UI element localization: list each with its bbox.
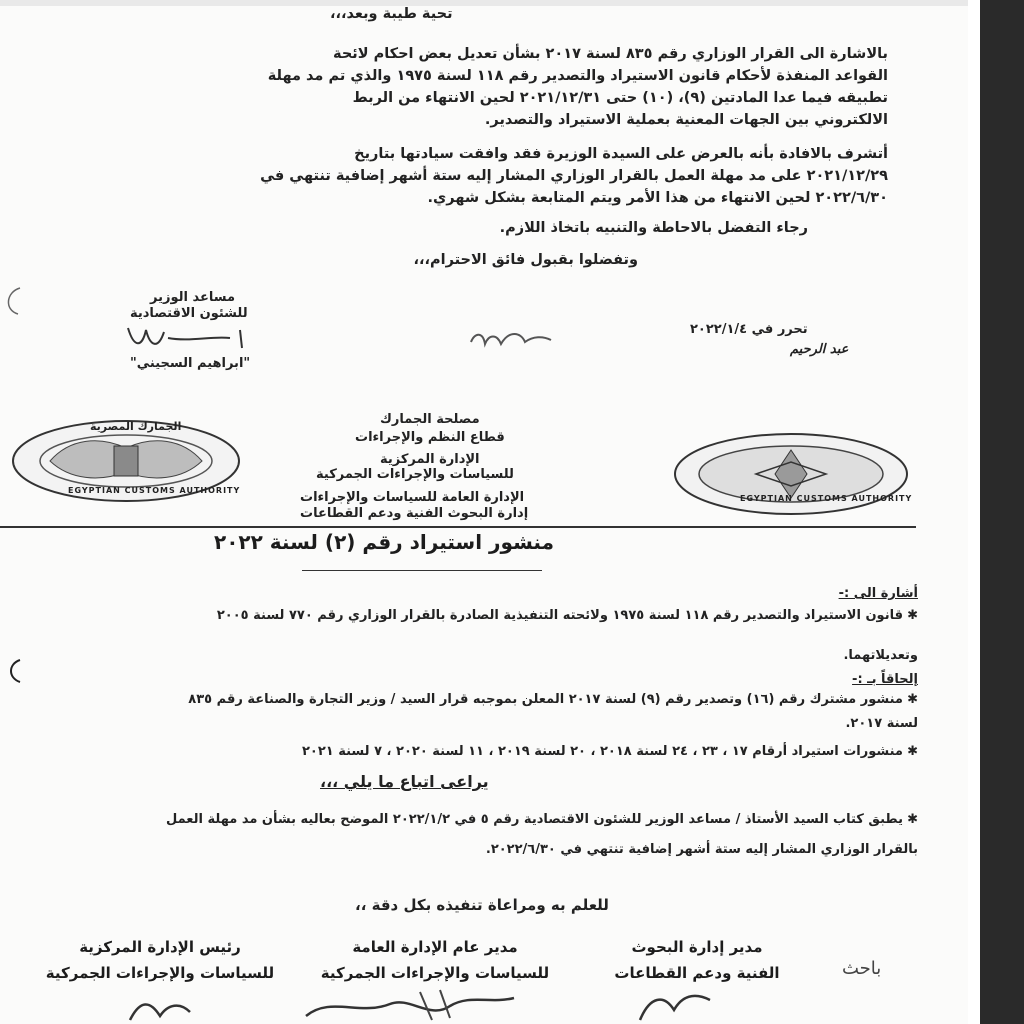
reference-item-1 — [217, 608, 918, 623]
received-name: عبد الرحيم — [790, 342, 849, 357]
researcher-label: باحث — [842, 958, 882, 979]
assistant-title: مساعد الوزير — [150, 290, 236, 305]
assistant-signature — [120, 318, 260, 358]
right-dark-border — [980, 0, 1024, 1024]
attach-item-2 — [302, 744, 918, 759]
assistant-name: "ابراهيم السجيني" — [130, 356, 251, 371]
attach-item-1-cont: لسنة ٢٠١٧. — [845, 716, 918, 731]
central-head-line1: رئيس الإدارة المركزية — [79, 938, 241, 956]
attach-item-1-text: منشور مشترك رقم (١٦) وتصدير رقم (٩) لسنة ٢٠١٧ المعلن بموجبه قرار السيد / وزير التجارة والصناعة رقم ٨٣٥ — [188, 692, 903, 707]
left-logo-arabic: الجمارك المصرية — [90, 420, 182, 433]
central-head-line2: للسياسات والإجراءات الجمركية — [45, 964, 275, 982]
research-manager-line1: مدير إدارة البحوث — [631, 938, 763, 956]
attach-item-1 — [188, 692, 918, 707]
reference-item-1-cont: وتعديلاتهما. — [843, 648, 918, 663]
paragraph2-line1: أتشرف بالافادة بأنه بالعرض على السيدة الوزيرة فقد وافقت سيادتها بتاريخ — [354, 146, 888, 162]
bottom-signature-middle — [300, 986, 520, 1024]
right-logo-english: EGYPTIAN CUSTOMS AUTHORITY — [740, 494, 913, 503]
top-edge — [0, 0, 968, 6]
authority-line6: إدارة البحوث الفنية ودعم القطاعات — [300, 506, 529, 521]
title-top-rule — [0, 526, 916, 528]
final-note: للعلم به ومراعاة تنفيذه بكل دقة ،، — [355, 896, 609, 914]
received-date: تحرر في ٢٠٢٢/١/٤ — [690, 322, 808, 337]
observe-heading: يراعى اتباع ما يلي ،،، — [320, 772, 489, 791]
reference-item-1-text: قانون الاستيراد والتصدير رقم ١١٨ لسنة ١٩٧٥ ولائحته التنفيذية الصادرة بالقرار الوزاري رقم ٧٧٠ لسنة ٢٠٠٥ — [216, 608, 903, 623]
signatory-general-manager — [310, 934, 560, 986]
bullet-icon: ✱ — [902, 744, 918, 759]
bottom-signature-right — [630, 986, 720, 1024]
bullet-icon: ✱ — [902, 692, 918, 707]
reference-heading: أشارة الى :- — [838, 586, 918, 601]
paragraph1-line1: بالاشارة الى القرار الوزاري رقم ٨٣٥ لسنة ٢٠١٧ بشأن تعديل بعض احكام لائحة — [333, 46, 888, 62]
left-logo-english: EGYPTIAN CUSTOMS AUTHORITY — [68, 486, 241, 495]
research-manager-line2: الفنية ودعم القطاعات — [614, 964, 780, 982]
bottom-signature-left — [120, 996, 210, 1024]
attach-item-2-text: منشورات استيراد أرقام ١٧ ، ٢٣ ، ٢٤ لسنة ٢٠١٨ ، ٢٠ لسنة ٢٠١٩ ، ١١ لسنة ٢٠٢٠ ، ٧ لسنة ٢٠٢١ — [301, 744, 903, 759]
general-manager-line1: مدير عام الإدارة العامة — [352, 938, 518, 956]
paragraph2-line3: ٢٠٢٢/٦/٣٠ لحين الانتهاء من هذا الأمر ويتم المتابعة بشكل شهري. — [427, 190, 888, 206]
attach-heading: إلحاقاً بـ :- — [852, 672, 918, 687]
main-title: منشور استيراد رقم (٢) لسنة ٢٠٢٢ — [214, 530, 554, 554]
request-line: رجاء التفضل بالاحاطة والتنبيه باتخاذ اللازم. — [499, 220, 808, 236]
observe-item-1-text: يطبق كتاب السيد الأستاذ / مساعد الوزير للشئون الاقتصادية رقم ٥ في ٢٠٢٢/١/٢ الموضح بعاليه بشأن مد مهلة العمل — [165, 812, 903, 827]
paragraph1-line4: الالكتروني بين الجهات المعنية بعملية الاستيراد والتصدير. — [484, 112, 888, 128]
closing-line: وتفضلوا بقبول فائق الاحترام،،، — [413, 252, 638, 268]
general-manager-line2: للسياسات والإجراءات الجمركية — [320, 964, 550, 982]
left-margin-bracket — [4, 656, 24, 686]
observe-item-1-cont: بالقرار الوزاري المشار إليه ستة أشهر إضافية تنتهي في ٢٠٢٢/٦/٣٠. — [485, 842, 918, 857]
middle-signature — [465, 322, 565, 356]
authority-line4: للسياسات والإجراءات الجمركية — [316, 467, 514, 482]
authority-line5: الإدارة العامة للسياسات والإجراءات — [300, 490, 525, 505]
paragraph1-line3: تطبيقه فيما عدا المادتين (٩)، (١٠) حتى ٢٠٢١/١٢/٣١ لحين الانتهاء من الربط — [352, 90, 888, 106]
paragraph1-line2: القواعد المنفذة لأحكام قانون الاستيراد والتصدير رقم ١١٨ لسنة ١٩٧٥ والذي تم مد مهلة — [267, 68, 888, 84]
assistant-dept: للشئون الاقتصادية — [130, 306, 248, 321]
signatory-central-head — [40, 934, 280, 986]
left-margin-mark — [0, 284, 26, 318]
title-underline — [302, 570, 542, 571]
right-customs-logo — [672, 432, 913, 516]
authority-line1: مصلحة الجمارك — [380, 412, 480, 427]
authority-line3: الإدارة المركزية — [380, 452, 480, 467]
authority-line2: قطاع النظم والإجراءات — [355, 430, 505, 445]
bullet-icon: ✱ — [902, 812, 918, 827]
bullet-icon: ✱ — [902, 608, 918, 623]
paragraph2-line2: ٢٠٢١/١٢/٢٩ على مد مهلة العمل بالقرار الوزاري المشار إليه ستة أشهر إضافية تنتهي في — [260, 168, 888, 184]
observe-item-1 — [166, 812, 918, 827]
signatory-research-manager — [592, 934, 802, 986]
greeting: تحية طيبة وبعد،،، — [330, 6, 453, 22]
